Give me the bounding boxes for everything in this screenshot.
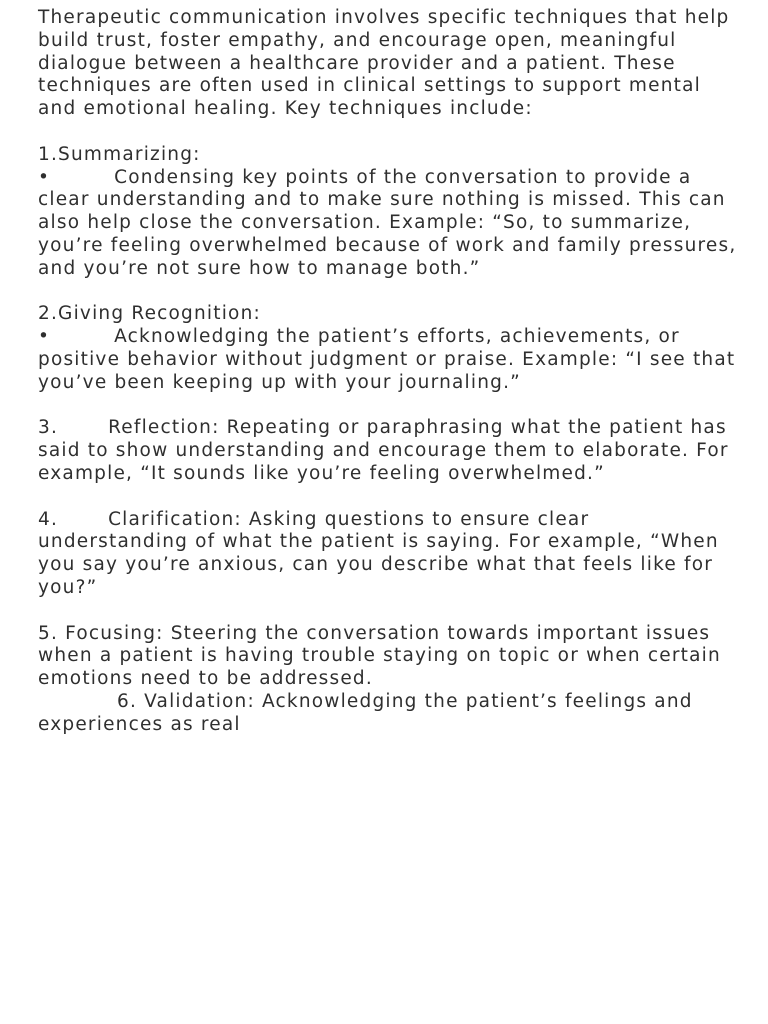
technique-validation — [38, 691, 738, 737]
technique-number: 4. — [38, 508, 59, 530]
technique-text: 5. Focusing: Steering the conversation towards important issues when a patient is having trouble staying on topic or when certain emotions need to be addressed. — [38, 622, 721, 690]
technique-focusing — [38, 623, 738, 691]
technique-heading: 1.Summarizing: — [38, 143, 201, 165]
technique-text: Condensing key points of the conversation to provide a clear understanding and to make sure nothing is missed. This can also help close the conversation. Example: “So, to summarize, you’re feeling overwhelmed because of work and family pressures, and you’re not sure how to manage both.” — [38, 166, 737, 279]
technique-reflection — [38, 417, 738, 485]
technique-summarizing — [38, 144, 738, 281]
technique-text: Reflection: Repeating or paraphrasing what the patient has said to show understanding and encourage them to elaborate. For example, “It sounds like you’re feeling overwhelmed.” — [38, 417, 729, 484]
intro-paragraph: Therapeutic communication involves specific techniques that help build trust, foster empathy, and encourage open, meaningful dialogue between a healthcare provider and a patient. These techniques are often used in clinical settings to support mental and emotional healing. Key techniques include: — [38, 7, 730, 120]
technique-clarification — [38, 509, 738, 600]
document-body — [38, 7, 738, 737]
technique-text: 6. Validation: Acknowledging the patient’s feelings and experiences as real — [38, 690, 693, 735]
bullet: • — [38, 326, 51, 348]
technique-heading: 2.Giving Recognition: — [38, 303, 261, 325]
bullet: • — [38, 166, 51, 188]
technique-number: 3. — [38, 417, 59, 439]
technique-text: Clarification: Asking questions to ensure clear understanding of what the patient is saying. For example, “When you say you’re anxious, can you describe what that feels like for you?” — [38, 508, 719, 598]
technique-giving-recognition — [38, 303, 738, 394]
technique-text: Acknowledging the patient’s efforts, achievements, or positive behavior without judgment or praise. Example: “I see that you’ve been keeping up with your journaling.” — [38, 326, 736, 393]
